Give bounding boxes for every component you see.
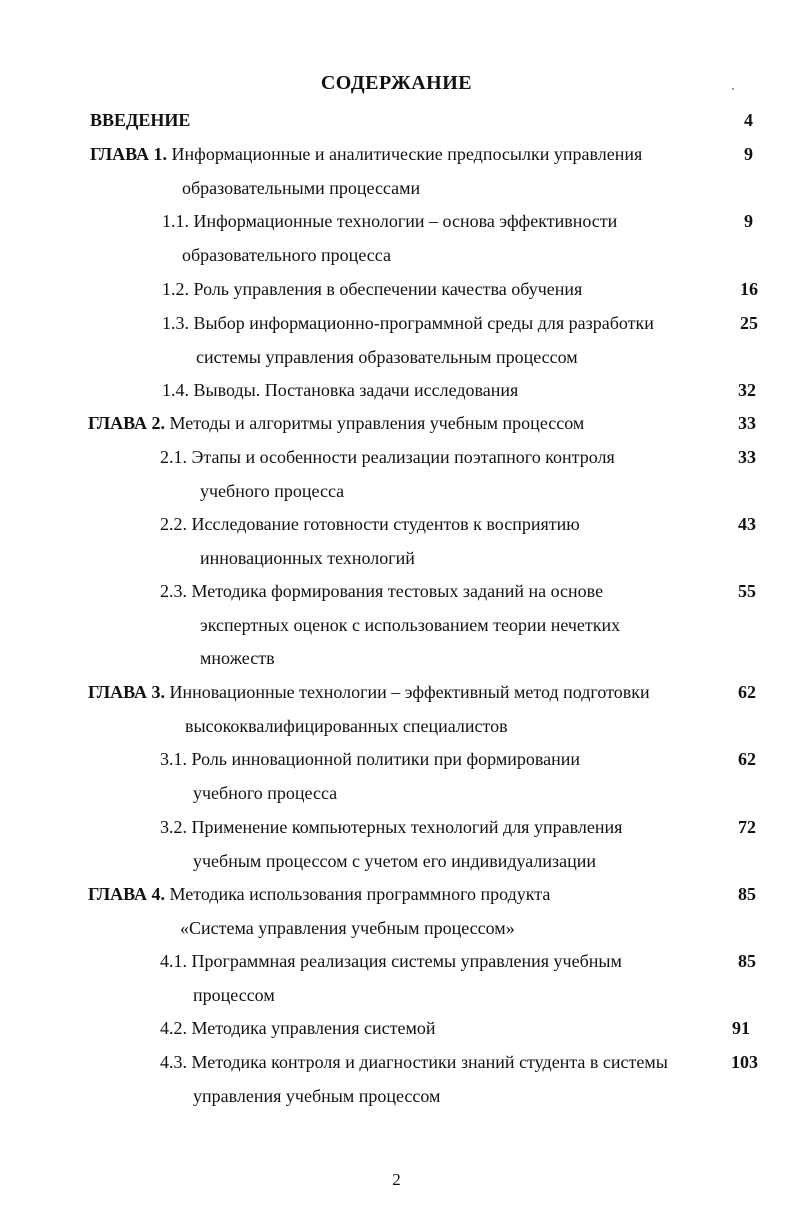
- toc-entry-text-continued: образовательного процесса: [182, 244, 391, 265]
- toc-entry-label: 4.1.: [160, 951, 187, 971]
- toc-entry-page: 33: [738, 413, 756, 433]
- toc-entry-label: 1.3.: [162, 313, 189, 333]
- toc-entry-page: 85: [738, 884, 756, 904]
- toc-entry-label: ГЛАВА 4.: [88, 884, 166, 904]
- toc-entry-page: 16: [740, 279, 758, 299]
- toc-entry-page: 62: [738, 749, 756, 769]
- toc-entry-text: Методика формирования тестовых заданий на основе: [187, 581, 604, 601]
- toc-entry-text-continued: учебным процессом с учетом его индивидуализации: [193, 850, 597, 871]
- toc-entry-text-continued: учебного процесса: [200, 480, 345, 501]
- toc-entry-page: 9: [744, 144, 753, 164]
- toc-entry-text: Этапы и особенности реализации поэтапного контроля: [187, 447, 615, 467]
- toc-entry-text: Методика использования программного продукта: [165, 884, 551, 904]
- toc-entry-page: 4: [744, 110, 753, 130]
- toc-entry-text: Информационные и аналитические предпосылки управления: [167, 144, 643, 164]
- toc-entry-6: [162, 378, 518, 402]
- toc-entry-text-continued: процессом: [193, 984, 275, 1005]
- toc-entry-text-continued: «Система управления учебным процессом»: [180, 917, 515, 938]
- toc-entry-12: [160, 747, 580, 771]
- toc-entry-page: 55: [738, 581, 756, 601]
- toc-entry-label: ВВЕДЕНИЕ: [90, 110, 191, 130]
- toc-entry-page: 33: [738, 447, 756, 467]
- toc-entry-9: [160, 512, 580, 536]
- toc-entry-page: 91: [732, 1018, 750, 1038]
- toc-entry-13: [160, 815, 622, 839]
- toc-entry-page: 43: [738, 514, 756, 534]
- toc-entry-text: Роль управления в обеспечении качества обучения: [189, 279, 583, 299]
- toc-entry-1: [90, 108, 190, 132]
- toc-entry-10: [160, 579, 603, 603]
- toc-entry-text-continued: инновационных технологий: [200, 547, 415, 568]
- toc-entry-16: [160, 1016, 436, 1040]
- toc-entry-label: 2.1.: [160, 447, 187, 467]
- toc-entry-page: 85: [738, 951, 756, 971]
- toc-title: СОДЕРЖАНИЕ: [320, 72, 473, 94]
- toc-entry-15: [160, 949, 622, 973]
- toc-entry-text: Выбор информационно-программной среды для разработки: [189, 313, 654, 333]
- toc-entry-label: 4.3.: [160, 1052, 187, 1072]
- toc-entry-text-continued: образовательными процессами: [182, 177, 421, 198]
- toc-entry-label: 3.1.: [160, 749, 187, 769]
- toc-entry-text: Применение компьютерных технологий для управления: [187, 817, 623, 837]
- toc-entry-text: Выводы. Постановка задачи исследования: [189, 380, 519, 400]
- toc-entry-label: 3.2.: [160, 817, 187, 837]
- toc-entry-text-continued: высококвалифицированных специалистов: [185, 715, 508, 736]
- toc-entry-label: ГЛАВА 2.: [88, 413, 166, 433]
- toc-entry-label: 2.3.: [160, 581, 187, 601]
- toc-entry-text-continued: управления учебным процессом: [193, 1085, 441, 1106]
- toc-entry-label: 2.2.: [160, 514, 187, 534]
- toc-entry-11: [88, 680, 650, 704]
- toc-entry-4: [162, 277, 582, 301]
- toc-entry-page: 25: [740, 313, 758, 333]
- toc-entry-text: Методы и алгоритмы управления учебным процессом: [165, 413, 585, 433]
- toc-entry-2: [90, 142, 642, 166]
- toc-entry-text: Инновационные технологии – эффективный метод подготовки: [165, 682, 650, 702]
- toc-entry-label: 1.1.: [162, 211, 189, 231]
- toc-entry-text: Программная реализация системы управления учебным: [187, 951, 622, 971]
- toc-entry-label: ГЛАВА 3.: [88, 682, 166, 702]
- toc-entry-label: 1.4.: [162, 380, 189, 400]
- toc-entry-label: 4.2.: [160, 1018, 187, 1038]
- toc-entry-text: Информационные технологии – основа эффективности: [189, 211, 618, 231]
- toc-entry-8: [160, 445, 615, 469]
- scan-speck: [732, 88, 734, 90]
- toc-entry-3: [162, 209, 617, 233]
- toc-entry-7: [88, 411, 584, 435]
- toc-entry-5: [162, 311, 654, 335]
- toc-entry-text: Методика контроля и диагностики знаний студента в системы: [187, 1052, 668, 1072]
- toc-entry-page: 72: [738, 817, 756, 837]
- toc-entry-label: ГЛАВА 1.: [90, 144, 168, 164]
- toc-entry-page: 62: [738, 682, 756, 702]
- toc-entry-text: Исследование готовности студентов к восприятию: [187, 514, 580, 534]
- toc-entry-page: 103: [731, 1052, 758, 1072]
- toc-entry-page: 32: [738, 380, 756, 400]
- toc-entry-14: [88, 882, 550, 906]
- toc-entry-label: 1.2.: [162, 279, 189, 299]
- toc-entry-text-continued: системы управления образовательным процессом: [196, 346, 578, 367]
- toc-entry-text-continued: учебного процесса: [193, 782, 338, 803]
- toc-entry-text-continued: множеств: [200, 648, 275, 669]
- toc-entry-text-continued: экспертных оценок с использованием теории нечетких: [200, 614, 621, 635]
- toc-entry-17: [160, 1050, 668, 1074]
- page-number: 2: [392, 1170, 401, 1189]
- toc-entry-page: 9: [744, 211, 753, 231]
- toc-entry-text: Роль инновационной политики при формировании: [187, 749, 581, 769]
- toc-entry-text: Методика управления системой: [187, 1018, 436, 1038]
